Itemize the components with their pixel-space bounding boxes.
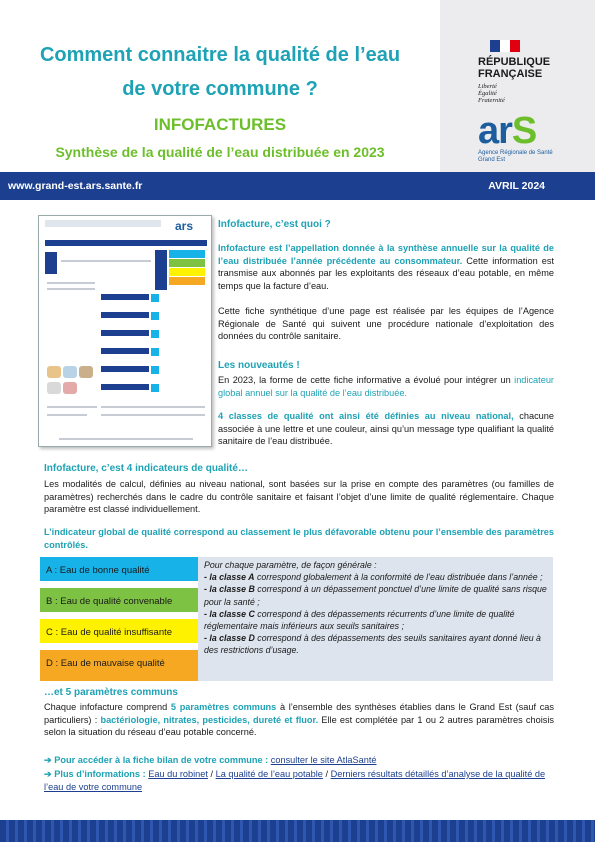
derniers-resultats-link[interactable]: Derniers résultats détaillés d’analyse de la qualité de l’eau de votre commune — [44, 769, 546, 792]
infofacture-thumbnail — [38, 215, 212, 447]
thumbnail-line — [47, 282, 95, 284]
news-classes-text: chacune associée à une lettre et une couleur, ainsi qu’un message type qualifiant la qualité sanitaire de l’eau distribuée. — [218, 411, 554, 447]
thumbnail-ars-logo: ars — [175, 219, 194, 233]
publication-date: AVRIL 2024 — [488, 180, 545, 192]
intro-paragraph — [218, 242, 554, 292]
motto-liberte: Liberté — [478, 83, 497, 90]
republique-label: RÉPUBLIQUE — [478, 56, 551, 68]
thumbnail-pictogram — [63, 366, 77, 378]
intro-text: Cette information est transmise aux abonnés par les exploitants des réseaux d’eau potable, en même temps que la facture d’eau. — [218, 255, 554, 291]
atlasante-link-text: Pour accéder à la fiche bilan de votre commune : — [54, 755, 271, 765]
more-info-links-line — [44, 768, 556, 794]
ars-logo — [478, 112, 578, 167]
thumbnail-block — [101, 366, 149, 372]
intro-title: Infofacture, c’est quoi ? — [218, 219, 331, 230]
quality-classes-list — [40, 557, 198, 681]
eau-du-robinet-link[interactable]: Eau du robinet — [148, 769, 208, 779]
thumbnail-block — [101, 330, 149, 336]
page-footer-band — [0, 820, 595, 842]
params-title: …et 5 paramètres communs — [44, 687, 178, 698]
thumbnail-block — [101, 384, 149, 390]
link-separator: / — [207, 769, 216, 779]
thumbnail-footer-line — [59, 438, 193, 440]
thumbnail-block — [101, 312, 149, 318]
thumbnail-pictogram — [63, 382, 77, 394]
quality-classes-table — [40, 557, 553, 681]
class-d-description: - la classe D correspond à des dépassements des seuils sanitaires ayant donné lieu à des restrictions d’usage. — [204, 633, 541, 656]
thumbnail-cell — [151, 348, 159, 356]
thumbnail-line — [47, 406, 97, 408]
thumbnail-block — [101, 348, 149, 354]
news-highlight: indicateur global annuel sur la qualité de l’eau distribuée. — [218, 375, 554, 398]
page-subtitle: Synthèse de la qualité de l’eau distribuée en 2023 — [55, 144, 385, 160]
thumbnail-line — [47, 414, 87, 416]
arrow-right-icon: ➔ — [44, 755, 52, 765]
ars-logo-letters: ar — [478, 110, 512, 152]
thumbnail-class-a — [169, 250, 205, 258]
page-header — [0, 0, 595, 172]
thumbnail-cell — [151, 366, 159, 374]
arrow-right-icon: ➔ — [44, 769, 52, 779]
thumbnail-title-band — [45, 240, 207, 246]
thumbnail-pictogram — [47, 382, 61, 394]
ars-logo-s: S — [511, 110, 537, 152]
params-common-highlight: 5 paramètres communs — [170, 702, 277, 712]
thumbnail-pictogram — [79, 366, 93, 378]
indicators-paragraph: Les modalités de calcul, définies au niveau national, sont basées sur la prise en compte des paramètres (ou familles de paramètres) recherchés dans le cadre du contrôle sanitaire et faisant l’objet d’une limite de qualité réglementaire. Chaque paramètre est classé individuellement. — [44, 479, 554, 515]
thumbnail-pictogram — [47, 366, 61, 378]
info-bar — [0, 172, 595, 200]
republique-francaise-logo — [478, 40, 558, 104]
indicators-global-paragraph: L’indicateur global de qualité correspond au classement le plus défavorable obtenu pour l’ensemble des paramètres contrôlés. — [44, 527, 554, 550]
thumbnail-header — [45, 220, 161, 227]
header-title-area — [0, 0, 440, 172]
thumbnail-class-d — [169, 277, 205, 285]
quality-classes-description — [198, 557, 553, 681]
class-c-cell: C : Eau de qualité insuffisante — [40, 619, 198, 646]
french-flag-icon — [490, 40, 520, 52]
page-title-line1: Comment connaitre la qualité de l’eau — [39, 44, 401, 66]
class-b-description: - la classe B correspond à un dépassement ponctuel d’une limite de qualité sans risque pour la santé ; — [204, 584, 547, 607]
class-a-description: - la classe A correspond globalement à la conformité de l’eau distribuée dans l’année ; — [204, 572, 543, 583]
qualite-eau-potable-link[interactable]: La qualité de l’eau potable — [215, 769, 323, 779]
class-b-cell: B : Eau de qualité convenable — [40, 588, 198, 615]
params-paragraph: Chaque infofacture comprend 5 paramètres communs à l’ensemble des synthèses établies dans le Grand Est (sauf cas particuliers) : bactériologie, nitrates, pesticides, dureté et fluor. Elle est complétée par 1 ou 2 autres paramètres choisis selon la situation du réseau d’eau potable concerné. — [44, 702, 554, 738]
motto-fraternite: Fraternité — [478, 97, 505, 104]
thumbnail-class-c — [169, 268, 205, 276]
thumbnail-line — [61, 260, 151, 262]
link-separator: / — [322, 769, 331, 779]
thumbnail-block — [101, 294, 149, 300]
intro-highlight: Infofacture est l’appellation donnée à la synthèse annuelle sur la qualité de l’eau distribuée l’année précédente au consommateur. — [218, 243, 554, 266]
ars-region-name: Grand Est — [478, 157, 506, 163]
page-title-line2: de votre commune ? — [122, 78, 318, 100]
news-classes-highlight: 4 classes de qualité ont ainsi été définies au niveau national, — [218, 411, 514, 421]
motto-egalite: Égalité — [478, 90, 497, 97]
params-list-highlight: bactériologie, nitrates, pesticides, dureté et fluor. — [100, 714, 319, 725]
news-text: En 2023, la forme de cette fiche informative a évolué pour intégrer un — [218, 375, 515, 385]
class-d-cell: D : Eau de mauvaise qualité — [40, 650, 198, 681]
class-c-description: - la classe C correspond à des dépassements récurrents d’une limite de qualité réglementaire mais inférieurs aux seuils sanitaires ; — [204, 608, 515, 632]
more-info-label: Plus d’informations : — [54, 769, 149, 779]
atlasante-link-line — [44, 754, 556, 767]
infofactures-heading: INFOFACTURES — [153, 115, 287, 134]
indicators-title: Infofacture, c’est 4 indicateurs de qualité… — [44, 463, 248, 474]
intro-paragraph-2: Cette fiche synthétique d’une page est réalisée par les équipes de l’Agence Régionale de Santé qui suivent une procédure nationale d’exploitation des données du contrôle sanitaire. — [218, 306, 554, 342]
news-title: Les nouveautés ! — [218, 360, 300, 371]
website-url[interactable]: www.grand-est.ars.sante.fr — [8, 180, 143, 192]
news-paragraph — [218, 374, 554, 399]
thumbnail-line — [101, 414, 205, 416]
thumbnail-class-b — [169, 259, 205, 267]
thumbnail-line — [101, 406, 205, 408]
thumbnail-cell — [151, 294, 159, 302]
classes-intro: Pour chaque paramètre, de façon générale : — [204, 560, 377, 570]
ars-agency-name: Agence Régionale de Santé — [478, 150, 553, 156]
thumbnail-cell — [151, 330, 159, 338]
thumbnail-grade-block — [155, 250, 167, 290]
thumbnail-cell — [151, 384, 159, 392]
news-paragraph-2 — [218, 410, 554, 448]
class-a-cell: A : Eau de bonne qualité — [40, 557, 198, 584]
atlasante-link[interactable]: consulter le site AtlaSanté — [270, 755, 377, 765]
thumbnail-side-block — [45, 252, 57, 274]
thumbnail-cell — [151, 312, 159, 320]
thumbnail-line — [47, 288, 95, 290]
francaise-label: FRANÇAISE — [478, 68, 543, 80]
